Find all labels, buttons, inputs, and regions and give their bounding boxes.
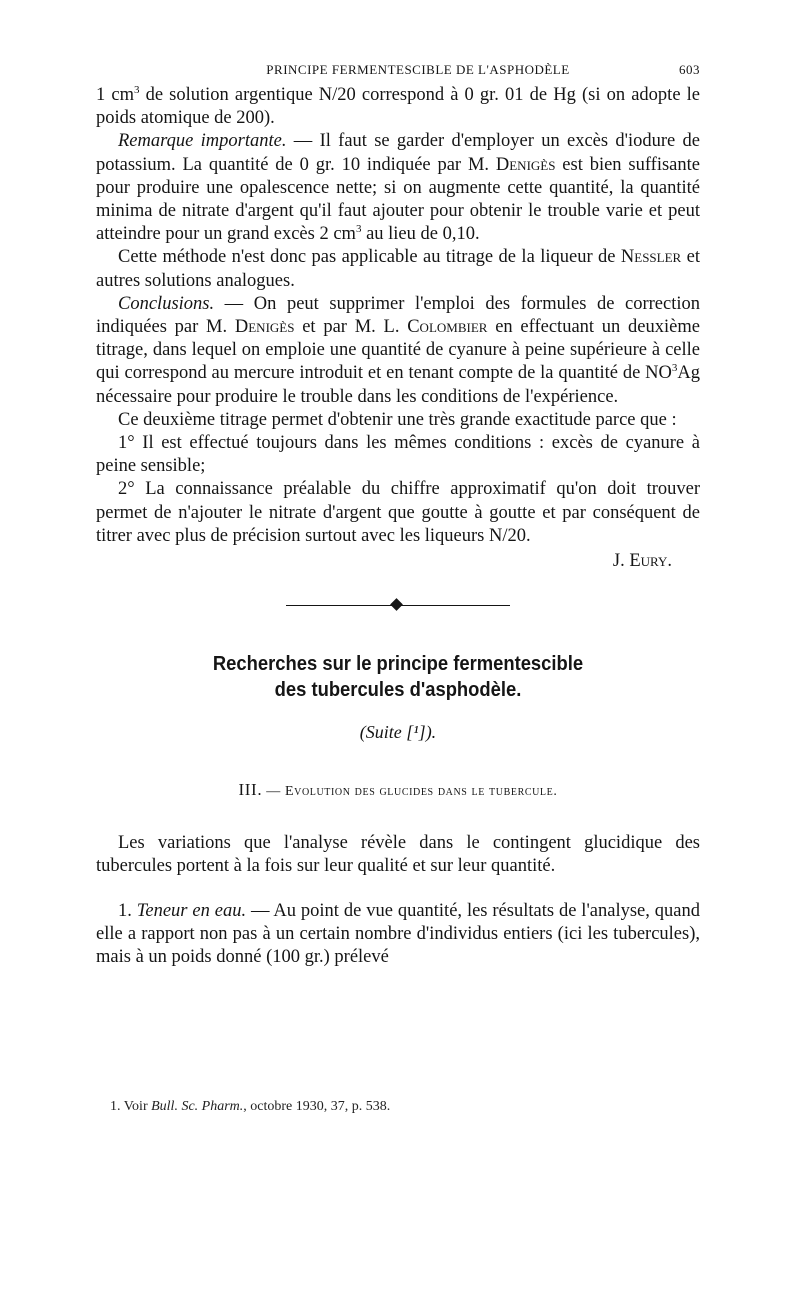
text: 1 cm (96, 85, 134, 105)
paragraph-point-1: 1° Il est effectué toujours dans les mêmes conditions : excès de cyanure à peine sensible; (96, 433, 700, 477)
author-name: Nessler (620, 247, 682, 268)
section-title: — Evolution des glucides dans le tubercule. (262, 784, 558, 800)
page-number: 603 (679, 62, 700, 77)
paragraph-variations: Les variations que l'analyse révèle dans le contingent glucidique des tubercules portent à la fois sur leur qualité et sur leur quantité. (96, 832, 700, 876)
author-name: Denigès (495, 154, 556, 175)
superscript: 3 (355, 223, 362, 236)
page (96, 62, 700, 970)
text: 1. Voir (110, 1099, 152, 1114)
running-title: PRINCIPE FERMENTESCIBLE DE L'ASPHODÈLE (266, 62, 570, 77)
paragraph-point-2: 2° La connaissance préalable du chiffre approximatif qu'on doit trouver permet de n'ajouter le nitrate d'argent que goutte à goutte et par conséquent de titrer avec plus de précision surtout avec les liqueurs N/20. (96, 479, 700, 546)
section-heading (96, 778, 700, 803)
text: et par M. L. (294, 317, 408, 338)
article-body (96, 84, 700, 970)
lead-italic: Teneur en eau. (136, 901, 247, 922)
text: Cette méthode n'est donc pas applicable au titrage de la liqueur de (118, 247, 621, 268)
text: — Il faut se garder d'employer un excès d'iodure de potassium. La quantité de 0 gr. 10 indiquée par M. (96, 131, 700, 175)
text: de solution argentique N/20 correspond à 0 gr. 01 de Hg (si on adopte le poids atomique de 200). (96, 85, 700, 129)
author-name: Denigès (234, 317, 295, 338)
title-line: Recherches sur le principe fermentescible (212, 653, 584, 676)
footnote (110, 1099, 390, 1115)
section-number: III. (238, 780, 263, 800)
text: 1. (118, 901, 137, 922)
article-title (120, 651, 676, 703)
author-name: Colombier (407, 317, 488, 338)
text: Ag nécessaire pour produire le trouble dans les conditions de l'expérience. (96, 363, 700, 407)
text: est bien suffisante pour produire une opalescence nette; si on augmente cette quantité, la quantité minima de nitrate d'argent qu'il faut ajouter pour obtenir le trouble varie et peut atteindre pour un grand excès 2 cm (96, 154, 700, 245)
text: en effectuant un deuxième titrage, dans lequel on emploie une quantité de cyanure à peine supérieure à celle qui correspond au mercure introduit et en tenant compte de la quantité de NO (96, 317, 700, 384)
text: et autres solutions analogues. (96, 247, 701, 291)
title-line: des tubercules d'asphodèle. (274, 679, 522, 702)
text: — Au point de vue quantité, les résultats de l'analyse, quand elle a rapport non pas à un certain nombre d'individus entiers (ici les tubercules), mais à un poids donné (100 gr.) prélevé (96, 901, 700, 968)
text: — On peut supprimer l'emploi des formules de correction indiquées par M. (96, 293, 700, 338)
lead-italic: Remarque importante. (118, 131, 287, 152)
continuation-note: (Suite [¹]). (359, 722, 437, 743)
superscript: 3 (133, 83, 140, 96)
running-header (96, 62, 700, 84)
paragraph-teneur (96, 900, 700, 970)
text: au lieu de 0,10. (361, 224, 480, 245)
lead-italic: Conclusions. (118, 293, 215, 314)
paragraph-1 (96, 84, 700, 130)
signature: J. Eury. (612, 551, 672, 572)
paragraph-remarque (96, 130, 700, 246)
paragraph-methode (96, 246, 700, 292)
diamond-icon (390, 598, 403, 611)
text: , octobre 1930, 37, p. 538. (243, 1099, 391, 1114)
section-divider (286, 599, 510, 613)
superscript: 3 (671, 362, 678, 375)
paragraph-titrage: Ce deuxième titrage permet d'obtenir une très grande exactitude parce que : (118, 409, 677, 430)
journal-name: Bull. Sc. Pharm. (151, 1099, 244, 1114)
paragraph-conclusions (96, 293, 700, 409)
